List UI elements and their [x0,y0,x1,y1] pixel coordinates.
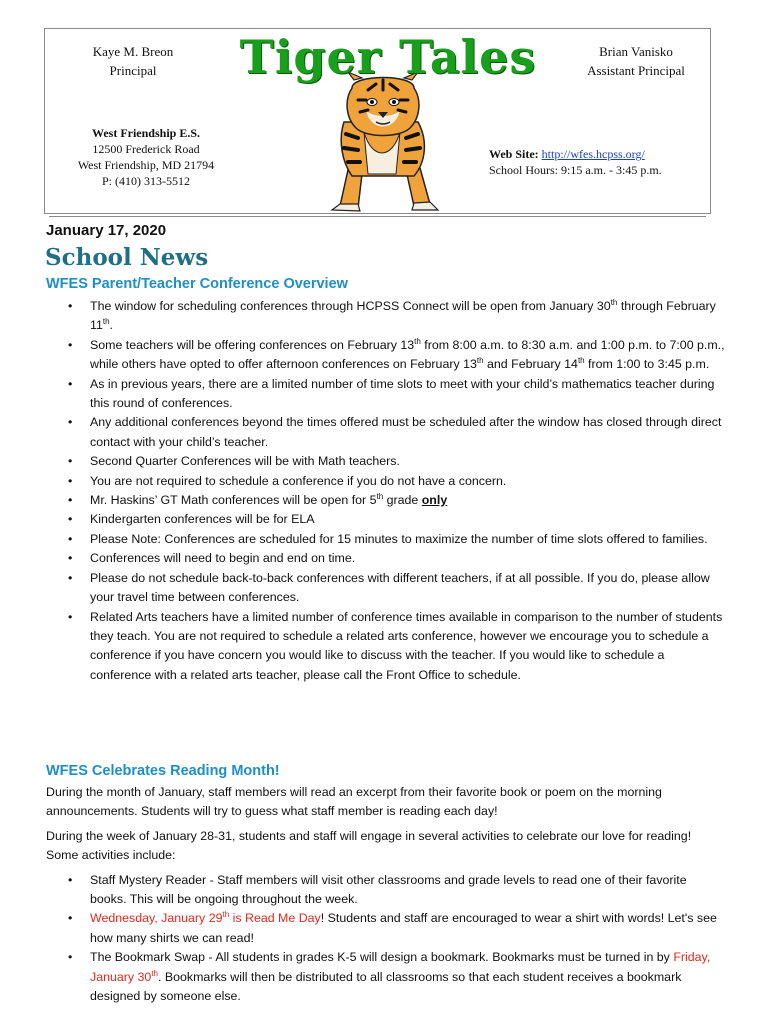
school-phone: P: (410) 313-5512 [102,174,190,188]
list-item: • Please do not schedule back-to-back conferences with different teachers, if at all possible. If you do, please allow your travel time between conferences. [46,569,726,608]
list-item: • The Bookmark Swap - All students in grades K-5 will design a bookmark. Bookmarks must be turned in by Friday, January 30th. Bookmarks will then be distributed to all classrooms so that each student receives a bookmark designed by someone else. [46,948,726,1006]
reading-paragraph-2: During the week of January 28-31, students and staff will engage in several activities to celebrate our love for reading! Some activities include: [46,828,692,863]
assistant-principal-block [572,42,700,80]
heading-conference-overview: WFES Parent/Teacher Conference Overview [46,276,348,292]
reading-paragraph-1: During the month of January, staff members will read an excerpt from their favorite book or poem on the morning announcements. Students will try to guess what staff member is reading each day! [46,785,662,819]
heading-reading-month: WFES Celebrates Reading Month! [46,763,280,779]
conference-bullet-list [46,297,726,685]
website-link[interactable]: http://wfes.hcpss.org/ [541,147,645,161]
reading-month-container [46,783,726,1006]
assistant-principal-title: Assistant Principal [587,63,685,78]
website-label: Web Site: [489,147,539,161]
newsletter-title: Tiger Tales [239,30,537,84]
website-block [489,146,662,178]
school-name: West Friendship E.S. [91,126,201,140]
principal-block [58,42,208,80]
school-address-line1: 12500 Frederick Road [92,142,200,156]
section-title-school-news: School News [45,244,209,271]
tiger-mascot-icon [318,70,448,212]
list-item: • Second Quarter Conferences will be with Math teachers. [46,452,726,471]
list-item: • Conferences will need to begin and end on time. [46,549,726,568]
list-item: • The window for scheduling conferences through HCPSS Connect will be open from January 30th through February 11th. [46,297,726,336]
school-address-line2: West Friendship, MD 21794 [77,158,215,172]
principal-title: Principal [109,63,157,78]
list-item: • Kindergarten conferences will be for ELA [46,510,726,529]
list-item: • Mr. Haskins’ GT Math conferences will be open for 5th grade only [46,491,726,510]
list-item: • As in previous years, there are a limited number of time slots to meet with your child’s mathematics teacher during this round of conferences. [46,375,726,414]
principal-name: Kaye M. Breon [92,44,174,59]
school-hours: School Hours: 9:15 a.m. - 3:45 p.m. [489,163,662,177]
reading-bullet-list [46,871,726,1007]
list-item: • You are not required to schedule a conference if you do not have a concern. [46,472,726,491]
conference-list-container [46,297,726,685]
list-item: • Wednesday, January 29th is Read Me Day! Students and staff are encouraged to wear a shirt with words! Let's see how many shirts we can read! [46,909,726,948]
list-item: • Some teachers will be offering conferences on February 13th from 8:00 a.m. to 8:30 a.m. and 1:00 p.m. to 7:00 p.m., while others have opted to offer afternoon conferences on February 13th and February 14th from 1:00 to 3:45 p.m. [46,336,726,375]
list-item: • Please Note: Conferences are scheduled for 15 minutes to maximize the number of time slots offered to families. [46,530,726,549]
list-item: • Staff Mystery Reader - Staff members will visit other classrooms and grade levels to read one of their favorite books. This will be ongoing throughout the week. [46,871,726,910]
list-item: • Any additional conferences beyond the times offered must be scheduled after the window has closed through direct contact with your child’s teacher. [46,413,726,452]
school-address-block [66,125,226,189]
list-item: • Related Arts teachers have a limited number of conference times available in comparison to the number of students they teach. You are not required to schedule a related arts conference, however we encourage you to schedule a conference if you have concern you would like to discuss with the teacher. If you would like to schedule a conference with a related arts teacher, please call the Front Office to schedule. [46,608,726,686]
assistant-principal-name: Brian Vanisko [599,44,673,59]
newsletter-date: January 17, 2020 [46,222,167,239]
